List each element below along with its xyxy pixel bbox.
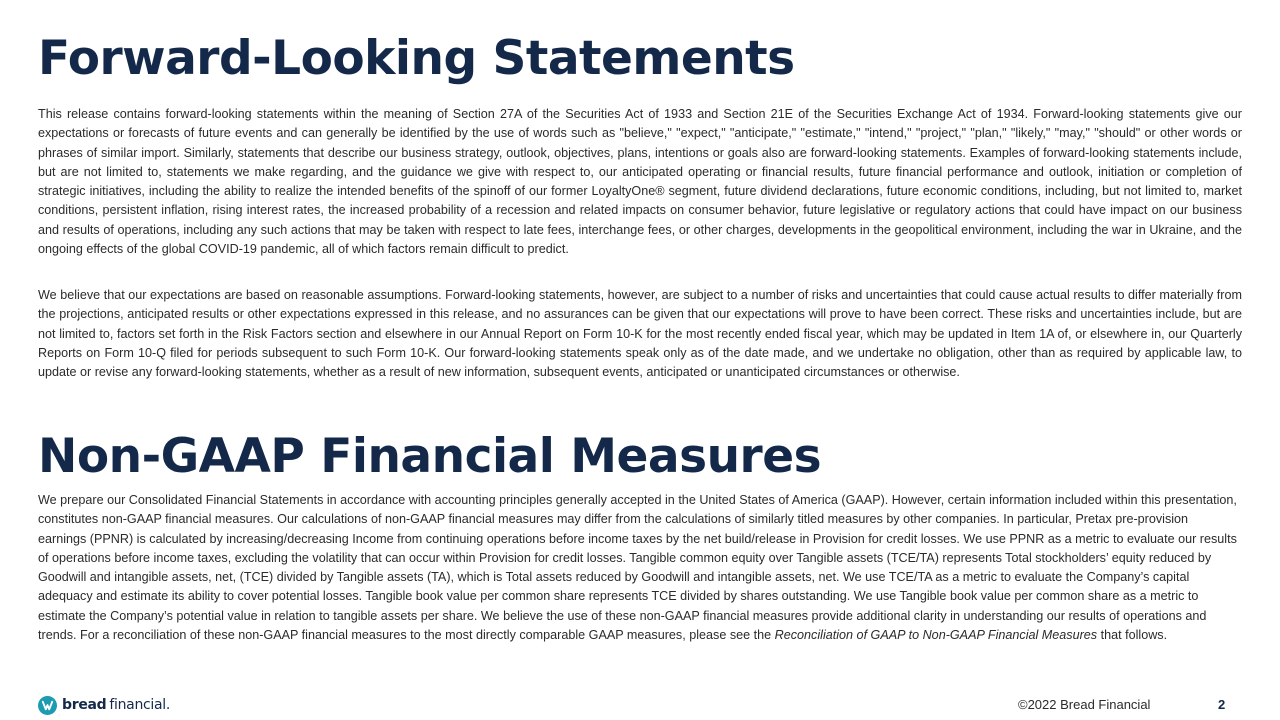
non-gaap-title: Non-GAAP Financial Measures — [38, 429, 822, 484]
forward-looking-title: Forward-Looking Statements — [38, 31, 795, 86]
reconciliation-reference: Reconciliation of GAAP to Non-GAAP Financial Measures — [774, 628, 1098, 643]
non-gaap-paragraph — [38, 491, 1238, 645]
logo-text-bread: bread — [62, 697, 107, 713]
non-gaap-paragraph-tail: that follows. — [1097, 628, 1168, 643]
copyright-text: ©2022 Bread Financial — [1018, 697, 1151, 712]
bread-financial-logo-mark-icon — [38, 696, 57, 715]
page-number: 2 — [1218, 697, 1226, 712]
forward-looking-paragraph-1: This release contains forward-looking statements within the meaning of Section 27A of the Securities Act of 1933 and Section 21E of the Securities Exchange Act of 1934. Forward-looking statements give our expectations or forecasts of future events and can generally be identified by the use of words such as "believe," "expect," "anticipate," "estimate," "intend," "project," "plan," "likely," "may," "should" or other words or phrases of similar import. Similarly, statements that describe our business strategy, outlook, objectives, plans, intentions or goals also are forward-looking statements. Examples of forward-looking statements include, but are not limited to, statements we make regarding, and the guidance we give with respect to, our anticipated operating or financial results, future financial performance and outlook, initiation or completion of strategic initiatives, including the ability to realize the intended benefits of the spinoff of our former LoyaltyOne® segment, future dividend declarations, future economic conditions, including, but not limited to, market conditions, persistent inflation, rising interest rates, the increased probability of a recession and related impacts on consumer behavior, future legislative or regulatory actions that could have impact on our business and results of operations, including any such actions that may be taken with respect to late fees, interchange fees, or other charges, developments in the geopolitical environment, including the war in Ukraine, and the ongoing effects of the global COVID-19 pandemic, all of which factors remain difficult to predict. — [38, 107, 1242, 257]
forward-looking-paragraph-2: We believe that our expectations are based on reasonable assumptions. Forward-looking statements, however, are subject to a number of risks and uncertainties that could cause actual results to differ materially from the projections, anticipated results or other expectations expressed in this release, and no assurances can be given that our expectations will prove to have been correct. These risks and uncertainties include, but are not limited to, factors set forth in the Risk Factors section and elsewhere in our Annual Report on Form 10-K for the most recently ended fiscal year, which may be updated in Item 1A of, or elsewhere in, our Quarterly Reports on Form 10-Q filed for periods subsequent to such Form 10-K. Our forward-looking statements speak only as of the date made, and we undertake no obligation, other than as required by applicable law, to update or revise any forward-looking statements, whether as a result of new information, subsequent events, anticipated or unanticipated circumstances or otherwise. — [38, 288, 1242, 380]
non-gaap-paragraph-main: We prepare our Consolidated Financial Statements in accordance with accounting principles generally accepted in the United States of America (GAAP). However, certain information included within this presentation, constitutes non-GAAP financial measures. Our calculations of non-GAAP financial measures may differ from the calculations of similarly titled measures by other companies. In particular, Pretax pre-provision earnings (PPNR) is calculated by increasing/decreasing Income from continuing operations before income taxes by the net build/release in Provision for credit losses. We use PPNR as a metric to evaluate our results of operations before income taxes, excluding the volatility that can occur within Provision for credit losses. Tangible common equity over Tangible assets (TCE/TA) represents Total stockholders’ equity reduced by Goodwill and intangible assets, net, (TCE) divided by Tangible assets (TA), which is Total assets reduced by Goodwill and intangible assets, net. We use TCE/TA as a metric to evaluate the Company’s capital adequacy and estimate its ability to cover potential losses. Tangible book value per common share represents TCE divided by shares outstanding. We use Tangible book value per common share as a metric to estimate the Company’s potential value in relation to tangible assets per share. We believe the use of these non-GAAP financial measures provide additional clarity in understanding our results of operations and trends. For a reconciliation of these non-GAAP financial measures to the most directly comparable GAAP measures, please see the — [38, 493, 1237, 643]
logo-text-financial: financial. — [109, 697, 171, 713]
bread-financial-logo — [38, 695, 170, 715]
